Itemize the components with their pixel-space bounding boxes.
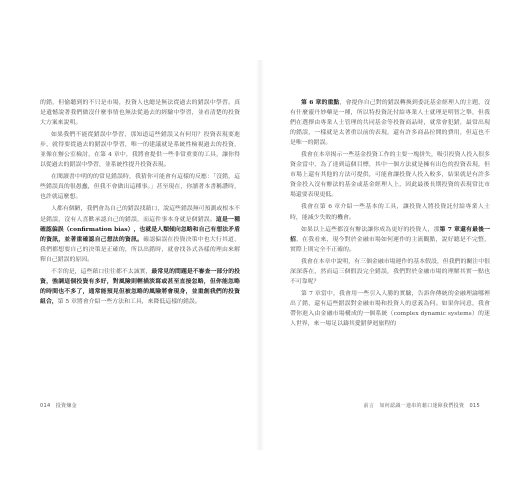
left-paragraph-5-emphasis: 最常見的問題是不審查一部分的投資，強調這個投資有多好，對風險則輕描淡寫或甚至直接忽略，但你能忽略的時間也不多了，通常能預見但被忽略的風險將會現身，並重創我們的投資組合， <box>40 267 241 305</box>
right-paragraph-4-emphasis: 第 7 章還有最後一招 <box>290 225 491 243</box>
right-paragraph-4-text-c: ，在我看來，現今對於金融市場如何運作的主流觀點，說好聽是不完整，實際上則完全不正確的。 <box>290 236 491 253</box>
left-paragraph-3: 在閱讀書中明的的常見錯誤時，我猜你可能會有這樣的反應：「沒錯，這些錯誤真的很愚蠢，但我不會做出這種事。」甚至現在，你讀著本書稱讚時，也許就這麼想。 <box>40 174 240 201</box>
left-paragraph-4-text-c: 確認偏誤在投資決策中也大行其道，我們都想要自己的決策是正確的，所以出錯時，就會找各式各樣的理由來解釋自己錯誤的原因。 <box>40 236 241 263</box>
left-paragraph-5-text-a: 不幸的是，這些藉口往往都不太誠實， <box>51 268 152 275</box>
right-paragraph-2: 我會在本章揭示一些基金投資工作的主要一塊拼失，吸引投資人投入很多資金當中，為了達到這個目標，其中一個方法就是擁有出色的投資表現，但市場上還有其他的方法可提供，可能會讓投資人投入較多，結果就是有許多資金投入沒有辦法的基金或基金經理人上，因此最後長期投資的表現常比市場還要表現更低。 <box>290 152 490 199</box>
left-paragraph-2: 如果我們不能從錯誤中學習，那知道這些錯誤又有何用？投資表現要進步，就得要從過去的錯誤中學習，唯一的建議就是系統性檢視過去的投資，並像在辦公室檢討，在第 4 章中，我將會提供一些非常重要的工具，讓你得以從過去的錯誤中學習，並系統性提升投資表現。 <box>40 132 240 169</box>
right-paragraph-1-emphasis: 第 6 章的重點 <box>301 99 340 106</box>
left-page-folio: 014 投資煉金 <box>40 403 77 409</box>
book-gutter <box>256 60 264 450</box>
left-paragraph-1: 的錯，但偷聽到的不只是市場，投資人也總是無法從過去的錯誤中學習。真是遺憾說著我們做沒什麼事情也無法從過去的經驗中學習，並看清楚的投資大方案來說明。 <box>40 100 240 127</box>
right-page <box>290 98 490 331</box>
right-paragraph-6: 第 7 章當中，我會用一些引入人勝的實驗，告訴你傳統的金融理論哪裡出了錯，還有這些錯誤對金融市場和投資人的意義為何。如果你同意，我會帶你進入由金融市場構成的一個系統（complex dynamic systems）的迷人世界，來一場足以鑄其愛錯夢迴旅程的 <box>290 290 490 327</box>
right-paragraph-1-text: ，會提你自己對的錯誤轉換到委託基金經理人的主題，沒有什麼靈丹妙藥是一種，所以特投資託付給專業人士就理是明智之舉，但我們在選擇由專業人士管理的共同基金等投資商品時，就常會犯錯，最常出現的錯誤，一樣就是太著重以前的表現，還有許多商品拉開的費用，但這也不是唯一的錯誤。 <box>290 100 491 147</box>
left-paragraph-5-text-c: 第 5 章將會介紹一些方法和工具，來降低這樣的錯誤。 <box>57 298 201 305</box>
right-page-folio: 前言 如何認識一連串的藉口迷障我們投資 015 <box>363 403 480 409</box>
right-paragraph-4-text-a: 如果以上這些都沒有辦法讓你成為更好的投資人，那 <box>301 226 440 233</box>
left-paragraph-4-text-a: 人都有個陋，我們會為自己的錯誤找藉口，說這些錯誤無可預測或根本不是錯誤，沒有人喜歡承認自己的錯誤，而這件事本身就是個錯誤。 <box>40 206 240 223</box>
left-paragraph-4-emphasis: 這是一種確認偏誤（confirmation bias），也就是人類傾向忽略和自己有想法矛盾的資訊，並著重確認自己想法的資訊。 <box>40 215 241 243</box>
right-paragraph-3: 我會在第 6 章介紹一些基本的工具，讓投資人將投資託付給專業人士時，能減少失敗的機會。 <box>290 204 490 221</box>
left-paragraph-5 <box>40 267 240 307</box>
right-paragraph-1 <box>290 98 490 148</box>
left-page <box>40 98 240 309</box>
right-paragraph-5: 我會在本章中說明，有三個金融市場運作的基本假設，但我們的關注中很深深落在，然而這三個假設完全錯誤，我們對於金融市場的理解其實一點也不可靠呢？ <box>290 258 490 285</box>
right-paragraph-4 <box>290 225 490 255</box>
left-paragraph-4 <box>40 204 240 264</box>
